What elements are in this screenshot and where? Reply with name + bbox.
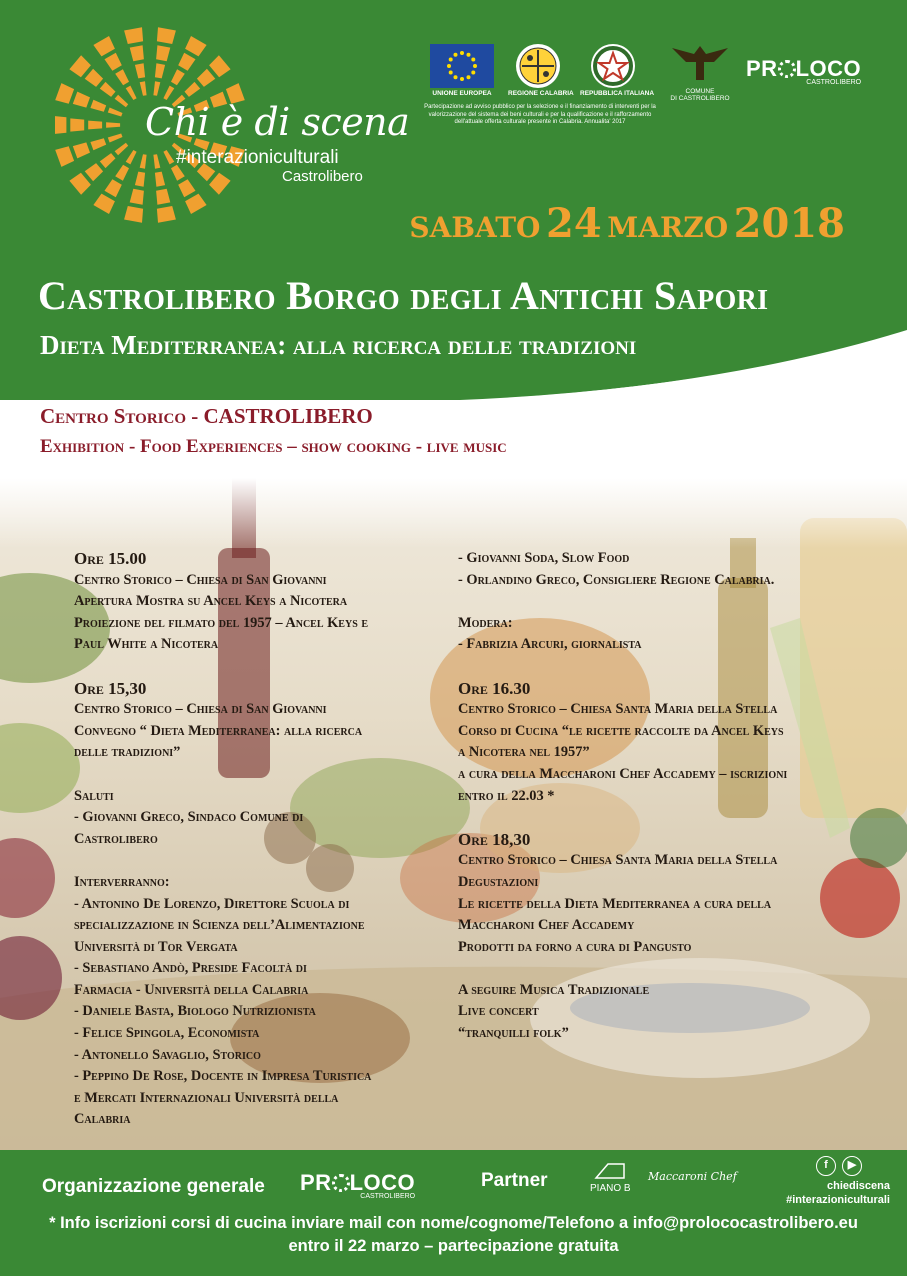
footer-info xyxy=(0,1212,907,1258)
program-time: Ore 18,30 xyxy=(458,829,531,849)
sunburst-ray xyxy=(88,121,102,130)
sunburst-ray xyxy=(197,69,215,87)
sunburst-ray xyxy=(126,150,137,164)
venue xyxy=(40,404,373,429)
sunburst-ray xyxy=(209,173,231,195)
sunburst-ray xyxy=(156,189,170,205)
proloco-word-pre: PR xyxy=(746,56,778,81)
comune-eagle-icon xyxy=(670,40,730,84)
program-line: - Giovanni Greco, Sindaco Comune di xyxy=(74,809,304,826)
footer xyxy=(0,1150,907,1276)
date-month: MARZO xyxy=(607,211,729,244)
program-line: Degustazioni xyxy=(458,873,539,890)
program-line: Le ricette della Dieta Mediterranea a cura della xyxy=(458,895,772,912)
program-line: delle tradizioni” xyxy=(74,744,181,761)
activities: Exhibition - Food Experiences – show cooking - live music xyxy=(40,436,507,457)
sunburst-ray xyxy=(105,53,122,71)
sunburst-ray xyxy=(115,143,129,156)
comune-logo xyxy=(664,40,736,102)
eu-star-icon xyxy=(449,58,453,62)
sunburst-ray xyxy=(55,83,74,104)
program-line: entro il 22.03 * xyxy=(458,787,555,804)
sunburst-ray xyxy=(185,82,201,97)
proloco-logo-header xyxy=(746,56,861,86)
logo-hashtag: #interazioniculturali xyxy=(176,147,339,168)
logo-town: Castrolibero xyxy=(282,168,363,185)
program-line: Maccharoni Chef Accademy xyxy=(458,917,635,934)
sunburst-ray xyxy=(140,154,147,169)
eu-star-icon xyxy=(449,71,453,75)
program-spacer xyxy=(458,656,858,678)
program-spacer xyxy=(74,764,434,786)
program-line: Centro Storico – Chiesa Santa Maria della Stella xyxy=(458,852,778,869)
sunburst-ray xyxy=(115,69,129,85)
social-hashtag[interactable]: #interazioniculturali xyxy=(786,1194,890,1206)
sunburst-ray xyxy=(70,118,84,131)
eu-star-icon xyxy=(454,53,458,57)
program-line: e Mercati Internazionali Università della xyxy=(74,1089,339,1106)
sunburst-ray xyxy=(209,55,231,77)
sunburst-ray xyxy=(108,108,123,117)
program-line: Università di Tor Vergata xyxy=(74,938,238,955)
program-time: Ore 15.00 xyxy=(74,549,147,568)
program-line: Paul White a Nicotera xyxy=(74,636,219,653)
sunburst-ray xyxy=(124,27,143,44)
sunburst-ray xyxy=(73,92,90,108)
sunburst-ray xyxy=(155,63,165,78)
piano-b-icon xyxy=(594,1162,626,1180)
program-spacer xyxy=(74,656,434,678)
sunburst-ray xyxy=(178,53,195,71)
sunburst-ray xyxy=(73,142,90,158)
facebook-icon[interactable]: f xyxy=(816,1156,836,1176)
program-time: Ore 16.30 xyxy=(458,678,531,698)
eu-star-icon xyxy=(471,58,475,62)
sunburst-ray xyxy=(93,36,115,56)
sunburst-ray xyxy=(130,189,144,205)
sunburst-ray xyxy=(100,82,116,97)
eu-star-icon xyxy=(460,51,464,55)
program-line: - Sebastiano Andò, Preside Facoltà di xyxy=(74,960,307,977)
sunburst-ray xyxy=(90,100,106,112)
eu-star-icon xyxy=(447,64,451,68)
program-spacer xyxy=(458,807,858,829)
program-line: - Daniele Basta, Biologo Nutrizionista xyxy=(74,1003,316,1020)
social-handle[interactable]: chiediscena xyxy=(827,1180,890,1192)
program-line: - Antonino De Lorenzo, Direttore Scuola di xyxy=(74,895,350,912)
partner-label: Partner xyxy=(481,1170,548,1191)
program-line: Calabria xyxy=(74,1111,131,1128)
sunburst-ray xyxy=(124,206,143,223)
sunburst-ray xyxy=(140,81,147,96)
date-day: 24 xyxy=(546,200,602,247)
program-line: - Orlandino Greco, Consigliere Regione Calabria. xyxy=(458,571,775,588)
sunburst-ray xyxy=(157,206,176,223)
partner2-name: Maccaroni Chef xyxy=(648,1170,737,1183)
sunburst-ray xyxy=(69,173,91,195)
program-line: specializzazione in Scienza dell’Alimentazione xyxy=(74,917,365,934)
organization-label: Organizzazione generale xyxy=(42,1176,265,1197)
sunburst-ray xyxy=(135,63,145,78)
funding-note: Partecipazione ad avviso pubblico per la selezione e il finanziamento di interventi per la valorizzazione del sistema dei beni culturali e per la qualificazione e il rafforzamento dell'attuale offerta culturale presente in Calabria. Annualita' 2017 xyxy=(424,104,656,125)
sunburst-ray xyxy=(130,45,144,61)
program-spacer xyxy=(458,958,858,980)
partner1-name: PIANO B xyxy=(590,1183,631,1194)
regione-calabria-crest-icon xyxy=(516,44,560,88)
event-date xyxy=(409,200,845,247)
program-spacer xyxy=(74,850,434,872)
program-line: - Fabrizia Arcuri, giornalista xyxy=(458,636,642,653)
program-line: Interverranno: xyxy=(74,873,170,890)
sunburst-ray xyxy=(135,172,145,187)
program-time: Ore 15,30 xyxy=(74,678,147,698)
header-banner xyxy=(0,0,907,400)
sunburst-ray xyxy=(185,194,207,214)
program-line: Apertura Mostra su Ancel Keys a Nicotera xyxy=(74,593,348,610)
eu-star-icon xyxy=(467,53,471,57)
eu-star-icon xyxy=(460,77,464,81)
sunburst-ray xyxy=(153,154,160,169)
sunburst-ray xyxy=(69,55,91,77)
proloco-word-post: LOCO xyxy=(349,1170,416,1195)
program-line: - Felice Spingola, Economista xyxy=(74,1025,260,1042)
program-left-column xyxy=(74,548,434,1131)
program-line: Centro Storico – Chiesa Santa Maria della Stella xyxy=(458,701,778,718)
program-line: Farmacia - Università della Calabria xyxy=(74,981,309,998)
date-year: 2018 xyxy=(733,200,845,247)
proloco-word-pre: PR xyxy=(300,1170,332,1195)
info-line-2: entro il 22 marzo – partecipazione gratuita xyxy=(288,1237,619,1255)
eu-label: UNIONE EUROPEA xyxy=(432,90,492,97)
venue-prefix: Centro Storico - xyxy=(40,404,204,428)
event-title: Castrolibero Borgo degli Antichi Sapori xyxy=(38,273,769,318)
program-line: Proiezione del filmato del 1957 – Ancel Keys e xyxy=(74,614,369,631)
sunburst-ray xyxy=(153,81,160,96)
republic-logo xyxy=(580,44,655,97)
sunburst-ray xyxy=(178,179,195,197)
program-line: Convegno “ Dieta Mediterranea: alla ricerca xyxy=(74,722,363,739)
sunburst-ray xyxy=(90,138,106,150)
republic-label: REPUBBLICA ITALIANA xyxy=(580,90,655,97)
sunburst-ray xyxy=(115,95,129,108)
youtube-icon[interactable]: ▶ xyxy=(842,1156,862,1176)
eu-flag-icon xyxy=(430,44,494,88)
sunburst-ray xyxy=(93,194,115,214)
program-line: - Giovanni Soda, Slow Food xyxy=(458,550,630,566)
program-spacer xyxy=(458,591,858,613)
sunburst-ray xyxy=(163,86,174,100)
sunburst-ray xyxy=(115,165,129,181)
program-line: a cura della Maccharoni Chef Accademy – iscrizioni xyxy=(458,765,788,782)
program-right-column xyxy=(458,548,858,1045)
eu-logo xyxy=(430,44,494,97)
program-line: a Nicotera nel 1957” xyxy=(458,744,590,761)
program-line: Live concert xyxy=(458,1003,539,1020)
piano-b-logo xyxy=(590,1162,631,1194)
program-line: - Antonello Savaglio, Storico xyxy=(74,1046,261,1063)
proloco-o-icon xyxy=(778,60,796,78)
sunburst-ray xyxy=(163,150,174,164)
program-line: Modera: xyxy=(458,614,513,631)
date-weekday: SABATO xyxy=(409,211,541,244)
program-line: “tranquilli folk” xyxy=(458,1025,569,1042)
proloco-word-post: LOCO xyxy=(795,56,862,81)
venue-town: CASTROLIBERO xyxy=(203,404,373,428)
eu-star-icon xyxy=(454,75,458,79)
program-line: Centro Storico – Chiesa di San Giovanni xyxy=(74,571,327,588)
proloco-logo-footer xyxy=(300,1170,415,1200)
proloco-o-icon xyxy=(332,1174,350,1192)
eu-star-icon xyxy=(467,75,471,79)
program-line: Corso di Cucina “le ricette raccolte da Ancel Keys xyxy=(458,722,784,739)
program-line: Castrolibero xyxy=(74,830,158,847)
proloco-sub: CASTROLIBERO xyxy=(806,79,862,86)
sunburst-ray xyxy=(126,86,137,100)
proloco-sub: CASTROLIBERO xyxy=(360,1193,416,1200)
photo-top-fade xyxy=(0,478,907,548)
sunburst-ray xyxy=(55,116,66,134)
logo-title: Chi è di scena xyxy=(145,100,410,144)
sunburst-ray xyxy=(155,172,165,187)
program-line: Saluti xyxy=(74,787,114,804)
sunburst-ray xyxy=(85,69,103,87)
region-logo xyxy=(508,44,574,97)
program-line: Prodotti da forno a cura di Pangusto xyxy=(458,938,692,955)
republic-emblem-icon xyxy=(591,44,635,88)
program-line: A seguire Musica Tradizionale xyxy=(458,981,650,998)
sunburst-ray xyxy=(106,122,120,127)
eu-star-icon xyxy=(471,71,475,75)
comune-label-2: DI CASTROLIBERO xyxy=(670,95,730,102)
eu-star-icon xyxy=(473,64,477,68)
sunburst-ray xyxy=(105,179,122,197)
sunburst-ray xyxy=(157,27,176,44)
program-line: - Peppino De Rose, Docente in Impresa Turistica xyxy=(74,1068,372,1085)
info-line-1: * Info iscrizioni corsi di cucina inviare mail con nome/cognome/Telefono a info@prolococastrolibero.eu xyxy=(49,1214,858,1232)
sunburst-ray xyxy=(85,163,103,181)
region-label: REGIONE CALABRIA xyxy=(508,90,574,97)
program-line: Centro Storico – Chiesa di San Giovanni xyxy=(74,701,327,718)
event-subtitle: Dieta Mediterranea: alla ricerca delle tradizioni xyxy=(40,330,637,360)
comune-label-1: COMUNE xyxy=(685,88,715,95)
sunburst-ray xyxy=(185,36,207,56)
sunburst-ray xyxy=(108,134,123,143)
sunburst-ray xyxy=(171,69,185,85)
social-block xyxy=(760,1156,890,1207)
sunburst-ray xyxy=(55,146,74,167)
sunburst-ray xyxy=(100,153,116,168)
sunburst-ray xyxy=(156,45,170,61)
